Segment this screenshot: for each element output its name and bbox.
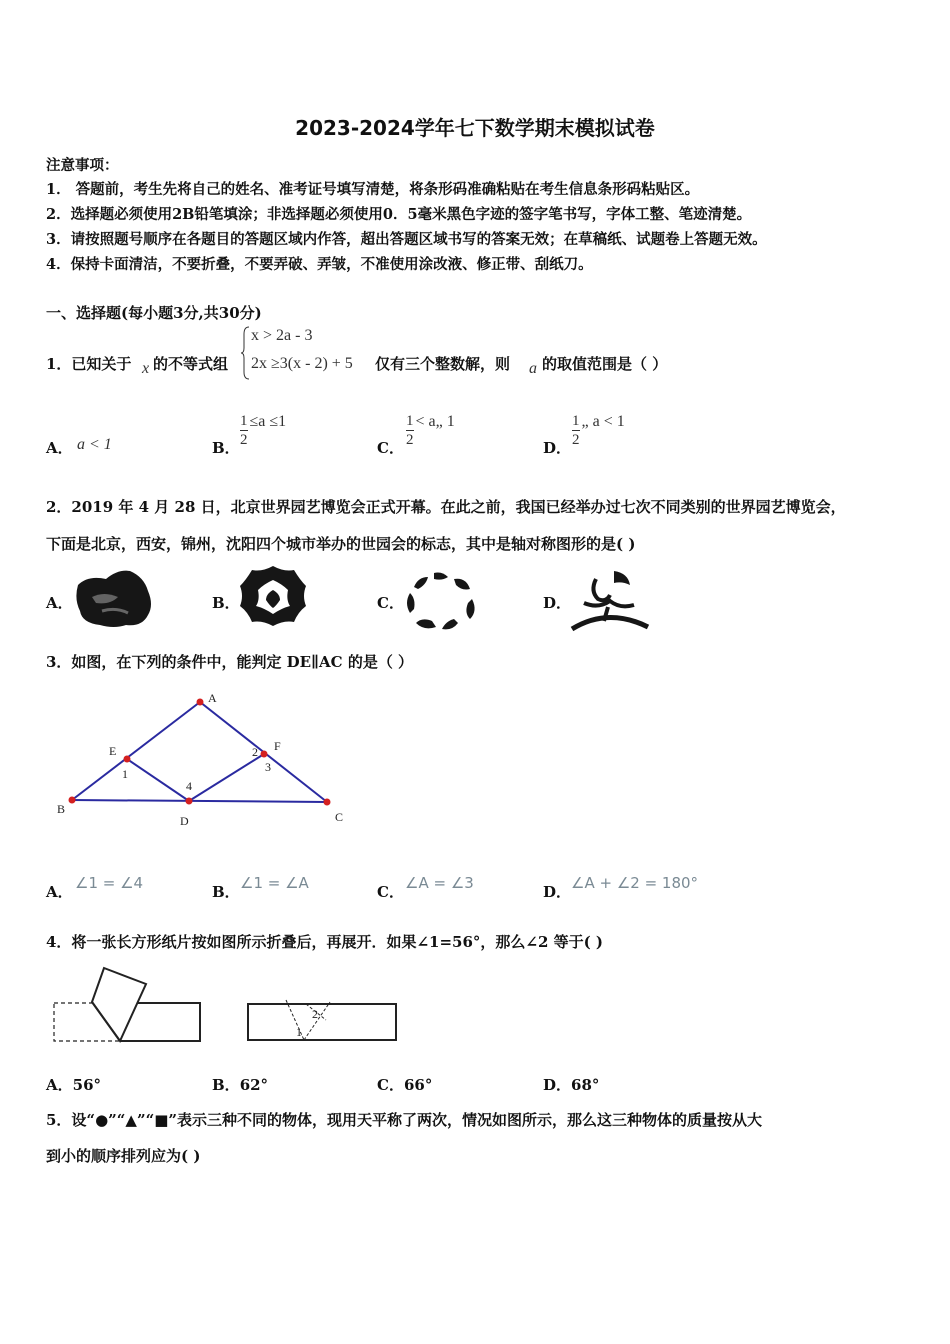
angle-label-1: 1 xyxy=(122,767,128,781)
q5-line1: 5．设“●”“▲”“■”表示三种不同的物体，现用天平称了两次，情况如图所示，那么这三种物体的质量按从大 xyxy=(46,1111,763,1129)
q4-option-a[interactable] xyxy=(46,1074,101,1095)
q1-option-b-math xyxy=(238,412,286,449)
q4-unfolded-paper-figure xyxy=(246,998,398,1048)
frac-num: 1 xyxy=(572,413,580,429)
label-d: D xyxy=(180,814,189,828)
q4-text: 4．将一张长方形纸片按如图所示折叠后，再展开．如果∠1=56°，那么∠2 等于( ) xyxy=(46,933,604,951)
q4-option-d[interactable] xyxy=(543,1074,599,1095)
q3-option-b-label[interactable]: B． xyxy=(212,883,240,901)
q1-option-b-label[interactable]: B． xyxy=(212,439,240,457)
label-e: E xyxy=(109,744,117,758)
jinzhou-logo-icon xyxy=(402,569,478,631)
fold-angle-label-2: 2 xyxy=(312,1007,318,1021)
q3-option-a-label[interactable]: A． xyxy=(46,883,73,901)
frac-num: 1 xyxy=(240,413,248,429)
frac-num: 1 xyxy=(406,413,414,429)
point-b xyxy=(69,797,76,804)
q3-option-a-text: ∠1 = ∠4 xyxy=(75,874,144,892)
q4-folded-paper-figure xyxy=(52,966,204,1046)
q2-option-d-label[interactable]: D． xyxy=(543,594,572,612)
q1-option-d-label[interactable]: D． xyxy=(543,439,572,457)
label-b: B xyxy=(57,802,66,816)
option-text: 66° xyxy=(403,1076,433,1094)
notes-heading: 注意事项： xyxy=(46,157,119,174)
xian-logo-icon xyxy=(236,564,310,626)
option-text: 62° xyxy=(239,1076,269,1094)
segment-bc xyxy=(72,800,327,802)
angle-label-4: 4 xyxy=(186,779,192,793)
option-label: D． xyxy=(543,1076,572,1094)
label-c: C xyxy=(335,810,344,824)
q1-option-d-rest: „ a < 1 xyxy=(581,413,625,431)
angle-label-2: 2 xyxy=(252,745,258,759)
fold-angle-label-1: 1 xyxy=(296,1025,302,1039)
q2-option-b-label[interactable]: B． xyxy=(212,594,240,612)
note-item: 4．保持卡面清洁，不要折叠，不要弄破、弄皱，不准使用涂改液、修正带、刮纸刀。 xyxy=(46,256,593,273)
label-a: A xyxy=(208,691,217,705)
point-f xyxy=(261,751,268,758)
q1-brace xyxy=(241,326,251,380)
q3-option-c-label[interactable]: C． xyxy=(377,883,404,901)
label-f: F xyxy=(274,739,281,753)
q1-option-c-rest: < a„ 1 xyxy=(415,413,455,431)
frac-den: 2 xyxy=(406,432,414,448)
q3-text: 3．如图，在下列的条件中，能判定 DE∥AC 的是（ ） xyxy=(46,653,414,671)
q3-option-b-text: ∠1 = ∠A xyxy=(240,874,309,892)
q2-line1: 2．2019 年 4 月 28 日，北京世界园艺博览会正式开幕。在此之前，我国已经举办过七次不同类别的世界园艺博览会， xyxy=(46,498,846,516)
point-a xyxy=(197,699,204,706)
q4-option-c[interactable] xyxy=(377,1074,432,1095)
q1-option-d-math xyxy=(570,412,625,449)
q1-option-a-label[interactable]: A． xyxy=(46,439,73,457)
q2-option-a-label[interactable]: A． xyxy=(46,594,73,612)
q2-option-c-label[interactable]: C． xyxy=(377,594,404,612)
q1-option-c-label[interactable]: C． xyxy=(377,439,404,457)
option-label: B． xyxy=(212,1076,240,1094)
q5-line2: 到小的顺序排列应为( ) xyxy=(46,1147,201,1165)
q1-option-a-text: a < 1 xyxy=(77,436,112,453)
beijing-logo-icon xyxy=(72,567,156,631)
option-label: C． xyxy=(377,1076,404,1094)
note-item: 3．请按照题号顺序在各题目的答题区域内作答，超出答题区域书写的答案无效；在草稿纸、试题卷上答题无效。 xyxy=(46,231,767,248)
q1-post: 仅有三个整数解，则 xyxy=(375,355,511,373)
point-c xyxy=(324,799,331,806)
q4-option-b[interactable] xyxy=(212,1074,268,1095)
q1-ineq-2: 2x ≥3(x - 2) + 5 xyxy=(251,355,353,372)
q1-mid: 的不等式组 xyxy=(153,355,229,373)
q2-line2: 下面是北京，西安，锦州，沈阳四个城市举办的世园会的标志，其中是轴对称图形的是( ) xyxy=(46,535,636,553)
page-title: 2023-2024学年七下数学期末模拟试卷 xyxy=(295,116,655,140)
q1-option-c-math xyxy=(404,412,455,449)
option-text: 56° xyxy=(72,1076,102,1094)
note-item: 2．选择题必须使用2B铅笔填涂；非选择题必须使用0．5毫米黑色字迹的签字笔书写，字体工整、笔迹清楚。 xyxy=(46,206,752,223)
q1-option-b-rest: ≤a ≤1 xyxy=(249,413,287,431)
q1-var-a: a xyxy=(529,360,537,377)
note-item: 1． 答题前，考生先将自己的姓名、准考证号填写清楚，将条形码准确粘贴在考生信息条形码粘贴区。 xyxy=(46,181,700,198)
section-heading: 一、选择题(每小题3分,共30分) xyxy=(46,304,262,322)
point-d xyxy=(186,798,193,805)
option-label: A． xyxy=(46,1076,73,1094)
segment-df xyxy=(189,754,264,801)
q1-pre: 1．已知关于 xyxy=(46,355,132,373)
point-e xyxy=(124,756,131,763)
shenyang-logo-icon xyxy=(568,567,652,631)
q3-option-c-text: ∠A = ∠3 xyxy=(405,874,474,892)
segment-ab xyxy=(72,702,200,800)
q3-option-d-text: ∠A + ∠2 = 180° xyxy=(571,874,699,892)
q3-triangle-figure xyxy=(50,690,350,830)
option-text: 68° xyxy=(571,1076,600,1094)
q1-ineq-1: x > 2a - 3 xyxy=(251,327,313,344)
q3-option-d-label[interactable]: D． xyxy=(543,883,572,901)
q1-var-x: x xyxy=(142,360,150,377)
angle-label-3: 3 xyxy=(265,760,271,774)
frac-den: 2 xyxy=(572,432,580,448)
frac-den: 2 xyxy=(240,432,248,448)
segment-ed xyxy=(127,759,189,801)
q1-end: 的取值范围是（ ） xyxy=(542,355,668,373)
